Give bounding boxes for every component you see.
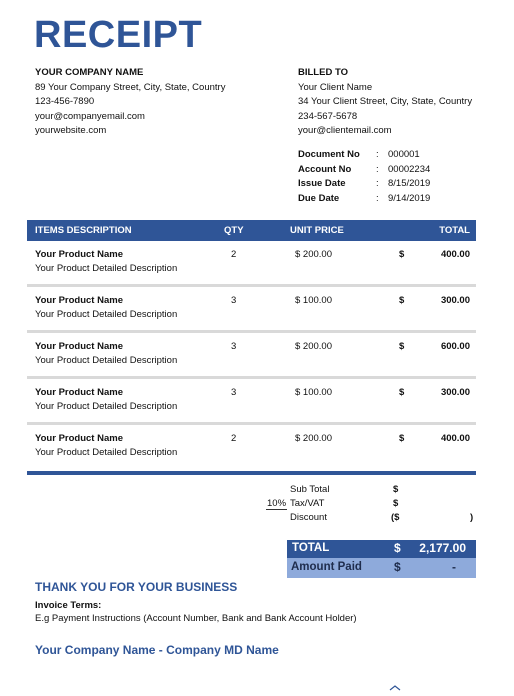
billed-label: BILLED TO bbox=[298, 67, 348, 78]
doc-colon: : bbox=[376, 149, 379, 160]
doc-row bbox=[298, 192, 430, 207]
item-name: Your Product Name bbox=[35, 433, 123, 444]
item-name: Your Product Name bbox=[35, 387, 123, 398]
item-qty: 3 bbox=[231, 295, 237, 306]
item-description: Your Product Detailed Description bbox=[35, 355, 178, 366]
table-row bbox=[27, 379, 476, 425]
invoice-terms-label: Invoice Terms: bbox=[35, 600, 102, 611]
item-total: 400.00 bbox=[440, 433, 470, 444]
total-currency: $ bbox=[394, 541, 401, 555]
item-name: Your Product Name bbox=[35, 249, 123, 260]
table-row bbox=[27, 333, 476, 379]
table-row bbox=[27, 287, 476, 333]
item-name: Your Product Name bbox=[35, 295, 123, 306]
item-currency: $ bbox=[399, 387, 405, 398]
item-name: Your Product Name bbox=[35, 341, 123, 352]
client-address: 34 Your Client Street, City, State, Country bbox=[298, 96, 473, 107]
doc-label: Document No bbox=[298, 149, 360, 160]
item-unit-price: $ 100.00 bbox=[295, 295, 332, 306]
item-total: 400.00 bbox=[440, 249, 470, 260]
item-qty: 2 bbox=[231, 249, 237, 260]
client-name: Your Client Name bbox=[298, 81, 373, 93]
item-unit-price: $ 200.00 bbox=[295, 341, 332, 352]
items-table-header bbox=[27, 220, 476, 241]
item-qty: 2 bbox=[231, 433, 237, 444]
amount-paid-bar bbox=[287, 558, 476, 578]
header-unit-price: UNIT PRICE bbox=[290, 225, 344, 236]
discount-currency: ($ bbox=[391, 512, 400, 523]
doc-row bbox=[298, 163, 430, 178]
company-email: your@companyemail.com bbox=[35, 110, 145, 122]
header-qty: QTY bbox=[224, 225, 244, 236]
table-bottom-rule bbox=[27, 471, 476, 475]
amount-paid-label: Amount Paid bbox=[291, 561, 362, 573]
item-total: 600.00 bbox=[440, 341, 470, 352]
doc-value: 9/14/2019 bbox=[388, 192, 431, 204]
item-description: Your Product Detailed Description bbox=[35, 263, 178, 274]
total-bar bbox=[287, 540, 476, 558]
doc-colon: : bbox=[376, 192, 379, 204]
total-label: TOTAL bbox=[292, 542, 330, 554]
item-description: Your Product Detailed Description bbox=[35, 309, 178, 320]
invoice-terms-text: E.g Payment Instructions (Account Number, Bank and Bank Account Holder) bbox=[35, 613, 357, 624]
company-phone: 123-456-7890 bbox=[35, 96, 95, 107]
company-address: 89 Your Company Street, City, State, Country bbox=[35, 81, 226, 93]
doc-colon: : bbox=[376, 178, 379, 189]
item-qty: 3 bbox=[231, 341, 237, 352]
item-currency: $ bbox=[399, 433, 405, 444]
header-description: ITEMS DESCRIPTION bbox=[35, 225, 132, 236]
item-unit-price: $ 200.00 bbox=[295, 433, 332, 444]
total-value: 2,177.00 bbox=[419, 541, 466, 555]
document-info bbox=[298, 148, 430, 206]
doc-value: 000001 bbox=[388, 149, 420, 160]
amount-paid-currency: $ bbox=[394, 560, 401, 574]
item-qty: 3 bbox=[231, 387, 237, 398]
chevron-up-icon[interactable] bbox=[388, 682, 402, 696]
item-description: Your Product Detailed Description bbox=[35, 401, 178, 412]
doc-row bbox=[298, 177, 430, 192]
item-currency: $ bbox=[399, 295, 405, 306]
subtotal-label: Sub Total bbox=[290, 484, 330, 495]
doc-label: Due Date bbox=[298, 192, 340, 204]
client-email: your@clientemail.com bbox=[298, 125, 392, 136]
item-total: 300.00 bbox=[440, 387, 470, 398]
company-name: YOUR COMPANY NAME bbox=[35, 67, 144, 78]
tax-label: Tax/VAT bbox=[290, 498, 325, 509]
item-currency: $ bbox=[399, 249, 405, 260]
discount-label: Discount bbox=[290, 512, 327, 523]
item-description: Your Product Detailed Description bbox=[35, 447, 178, 458]
doc-label: Account No bbox=[298, 163, 352, 175]
item-total: 300.00 bbox=[440, 295, 470, 306]
company-website: yourwebsite.com bbox=[35, 125, 107, 136]
doc-value: 00002234 bbox=[388, 163, 431, 175]
tax-percent[interactable]: 10% bbox=[267, 498, 287, 509]
billed-to bbox=[298, 66, 472, 139]
subtotal-currency: $ bbox=[393, 484, 399, 495]
item-unit-price: $ 100.00 bbox=[295, 387, 332, 398]
client-phone: 234-567-5678 bbox=[298, 110, 358, 122]
table-row bbox=[27, 425, 476, 471]
header-total: TOTAL bbox=[439, 225, 470, 236]
doc-row bbox=[298, 148, 430, 163]
discount-close: ) bbox=[470, 512, 474, 523]
table-row bbox=[27, 241, 476, 287]
thank-you-heading: THANK YOU FOR YOUR BUSINESS bbox=[35, 580, 238, 594]
tax-currency: $ bbox=[393, 498, 399, 509]
company-info bbox=[35, 66, 225, 139]
footer-signature: Your Company Name - Company MD Name bbox=[35, 643, 279, 657]
doc-value: 8/15/2019 bbox=[388, 178, 431, 189]
receipt-title: RECEIPT bbox=[34, 14, 203, 56]
item-currency: $ bbox=[399, 341, 405, 352]
amount-paid-value: - bbox=[452, 560, 456, 574]
item-unit-price: $ 200.00 bbox=[295, 249, 332, 260]
doc-label: Issue Date bbox=[298, 178, 346, 189]
doc-colon: : bbox=[376, 163, 379, 175]
